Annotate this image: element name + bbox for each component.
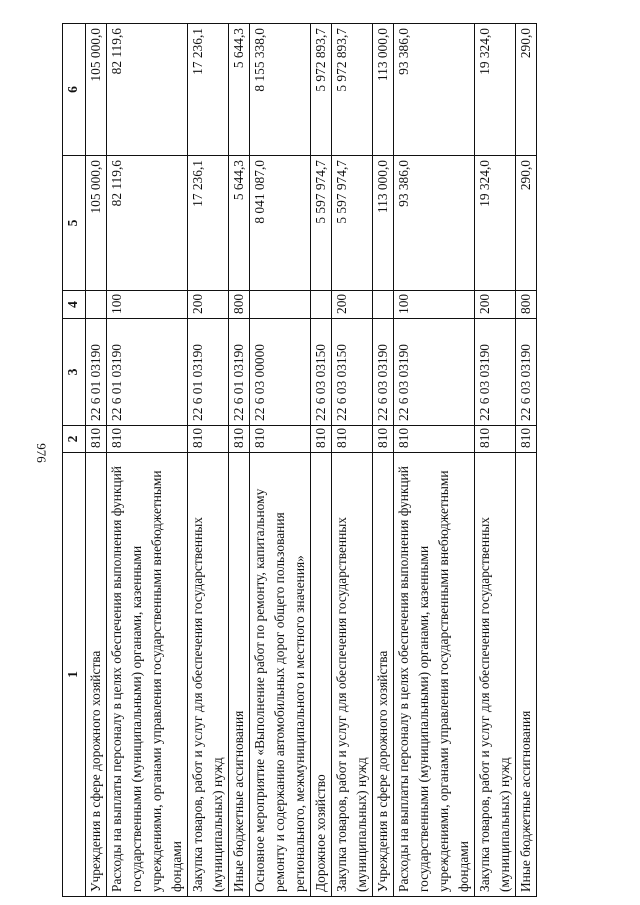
target-article-cell: 22 6 03 03190 <box>373 319 394 426</box>
grbs-code-cell: 810 <box>516 426 537 453</box>
grbs-code-cell: 810 <box>229 426 250 453</box>
row-name-cell: Основное мероприятие «Выполнение работ по ремонту, капитальному ремонту и содержанию автомобильных дорог общего пользования регионального, межмуниципального и местного значения» <box>250 453 311 897</box>
grbs-code-cell: 810 <box>394 426 475 453</box>
expense-type-cell: 800 <box>516 291 537 319</box>
row-name-cell: Расходы на выплаты персоналу в целях обеспечения выполнения функций государственными (муниципальными) органами, казенными учреждениями, органами управления государственными внебюджетными фондами <box>394 453 475 897</box>
column-header-4: 4 <box>63 291 86 319</box>
table-row <box>86 24 107 897</box>
row-name-cell: Иные бюджетные ассигнования <box>229 453 250 897</box>
table-row <box>373 24 394 897</box>
target-article-cell: 22 6 03 00000 <box>250 319 311 426</box>
target-article-cell: 22 6 01 03190 <box>188 319 229 426</box>
amount-col5-cell: 19 324,0 <box>475 156 516 291</box>
expense-type-cell: 100 <box>394 291 475 319</box>
table-row <box>394 24 475 897</box>
target-article-cell: 22 6 03 03190 <box>475 319 516 426</box>
amount-col5-cell: 8 041 087,0 <box>250 156 311 291</box>
row-name-cell: Иные бюджетные ассигнования <box>516 453 537 897</box>
page-number: 976 <box>33 443 49 463</box>
expense-type-cell: 200 <box>475 291 516 319</box>
row-name-cell: Закупка товаров, работ и услуг для обеспечения государственных (муниципальных) нужд <box>475 453 516 897</box>
column-header-3: 3 <box>63 319 86 426</box>
expense-type-cell: 200 <box>188 291 229 319</box>
row-name-cell: Учреждения в сфере дорожного хозяйства <box>86 453 107 897</box>
expense-type-cell <box>250 291 311 319</box>
column-header-1: 1 <box>63 453 86 897</box>
row-name-cell: Расходы на выплаты персоналу в целях обеспечения выполнения функций государственными (муниципальными) органами, казенными учреждениями, органами управления государственными внебюджетными фондами <box>107 453 188 897</box>
amount-col5-cell: 93 386,0 <box>394 156 475 291</box>
amount-col6-cell: 5 972 893,7 <box>332 24 373 156</box>
target-article-cell: 22 6 03 03190 <box>516 319 537 426</box>
target-article-cell: 22 6 03 03150 <box>311 319 332 426</box>
grbs-code-cell: 810 <box>332 426 373 453</box>
column-header-5: 5 <box>63 156 86 291</box>
table-row <box>516 24 537 897</box>
table-row <box>188 24 229 897</box>
amount-col6-cell: 17 236,1 <box>188 24 229 156</box>
grbs-code-cell: 810 <box>107 426 188 453</box>
rotated-table-wrapper <box>62 24 547 897</box>
expense-type-cell <box>86 291 107 319</box>
table-row <box>332 24 373 897</box>
table-row <box>475 24 516 897</box>
amount-col5-cell: 5 597 974,7 <box>311 156 332 291</box>
amount-col6-cell: 105 000,0 <box>86 24 107 156</box>
table-row <box>229 24 250 897</box>
expense-type-cell <box>373 291 394 319</box>
table-row <box>311 24 332 897</box>
column-header-2: 2 <box>63 426 86 453</box>
grbs-code-cell: 810 <box>188 426 229 453</box>
amount-col5-cell: 113 000,0 <box>373 156 394 291</box>
table-body <box>86 24 537 897</box>
amount-col5-cell: 290,0 <box>516 156 537 291</box>
target-article-cell: 22 6 03 03150 <box>332 319 373 426</box>
amount-col5-cell: 5 644,3 <box>229 156 250 291</box>
grbs-code-cell: 810 <box>373 426 394 453</box>
row-name-cell: Закупка товаров, работ и услуг для обеспечения государственных (муниципальных) нужд <box>332 453 373 897</box>
budget-table <box>62 23 537 897</box>
row-name-cell: Закупка товаров, работ и услуг для обеспечения государственных (муниципальных) нужд <box>188 453 229 897</box>
amount-col6-cell: 8 155 338,0 <box>250 24 311 156</box>
target-article-cell: 22 6 03 03190 <box>394 319 475 426</box>
target-article-cell: 22 6 01 03190 <box>86 319 107 426</box>
amount-col5-cell: 105 000,0 <box>86 156 107 291</box>
grbs-code-cell: 810 <box>475 426 516 453</box>
amount-col6-cell: 82 119,6 <box>107 24 188 156</box>
expense-type-cell: 800 <box>229 291 250 319</box>
expense-type-cell: 200 <box>332 291 373 319</box>
target-article-cell: 22 6 01 03190 <box>107 319 188 426</box>
budget-table-sheet <box>62 24 547 897</box>
grbs-code-cell: 810 <box>250 426 311 453</box>
target-article-cell: 22 6 01 03190 <box>229 319 250 426</box>
amount-col5-cell: 5 597 974,7 <box>332 156 373 291</box>
table-row <box>107 24 188 897</box>
table-header-row <box>63 24 86 897</box>
amount-col5-cell: 82 119,6 <box>107 156 188 291</box>
amount-col6-cell: 113 000,0 <box>373 24 394 156</box>
row-name-cell: Дорожное хозяйство <box>311 453 332 897</box>
amount-col6-cell: 5 644,3 <box>229 24 250 156</box>
grbs-code-cell: 810 <box>86 426 107 453</box>
expense-type-cell <box>311 291 332 319</box>
grbs-code-cell: 810 <box>311 426 332 453</box>
amount-col5-cell: 17 236,1 <box>188 156 229 291</box>
amount-col6-cell: 290,0 <box>516 24 537 156</box>
row-name-cell: Учреждения в сфере дорожного хозяйства <box>373 453 394 897</box>
amount-col6-cell: 5 972 893,7 <box>311 24 332 156</box>
amount-col6-cell: 93 386,0 <box>394 24 475 156</box>
amount-col6-cell: 19 324,0 <box>475 24 516 156</box>
expense-type-cell: 100 <box>107 291 188 319</box>
column-header-6: 6 <box>63 24 86 156</box>
table-row <box>250 24 311 897</box>
